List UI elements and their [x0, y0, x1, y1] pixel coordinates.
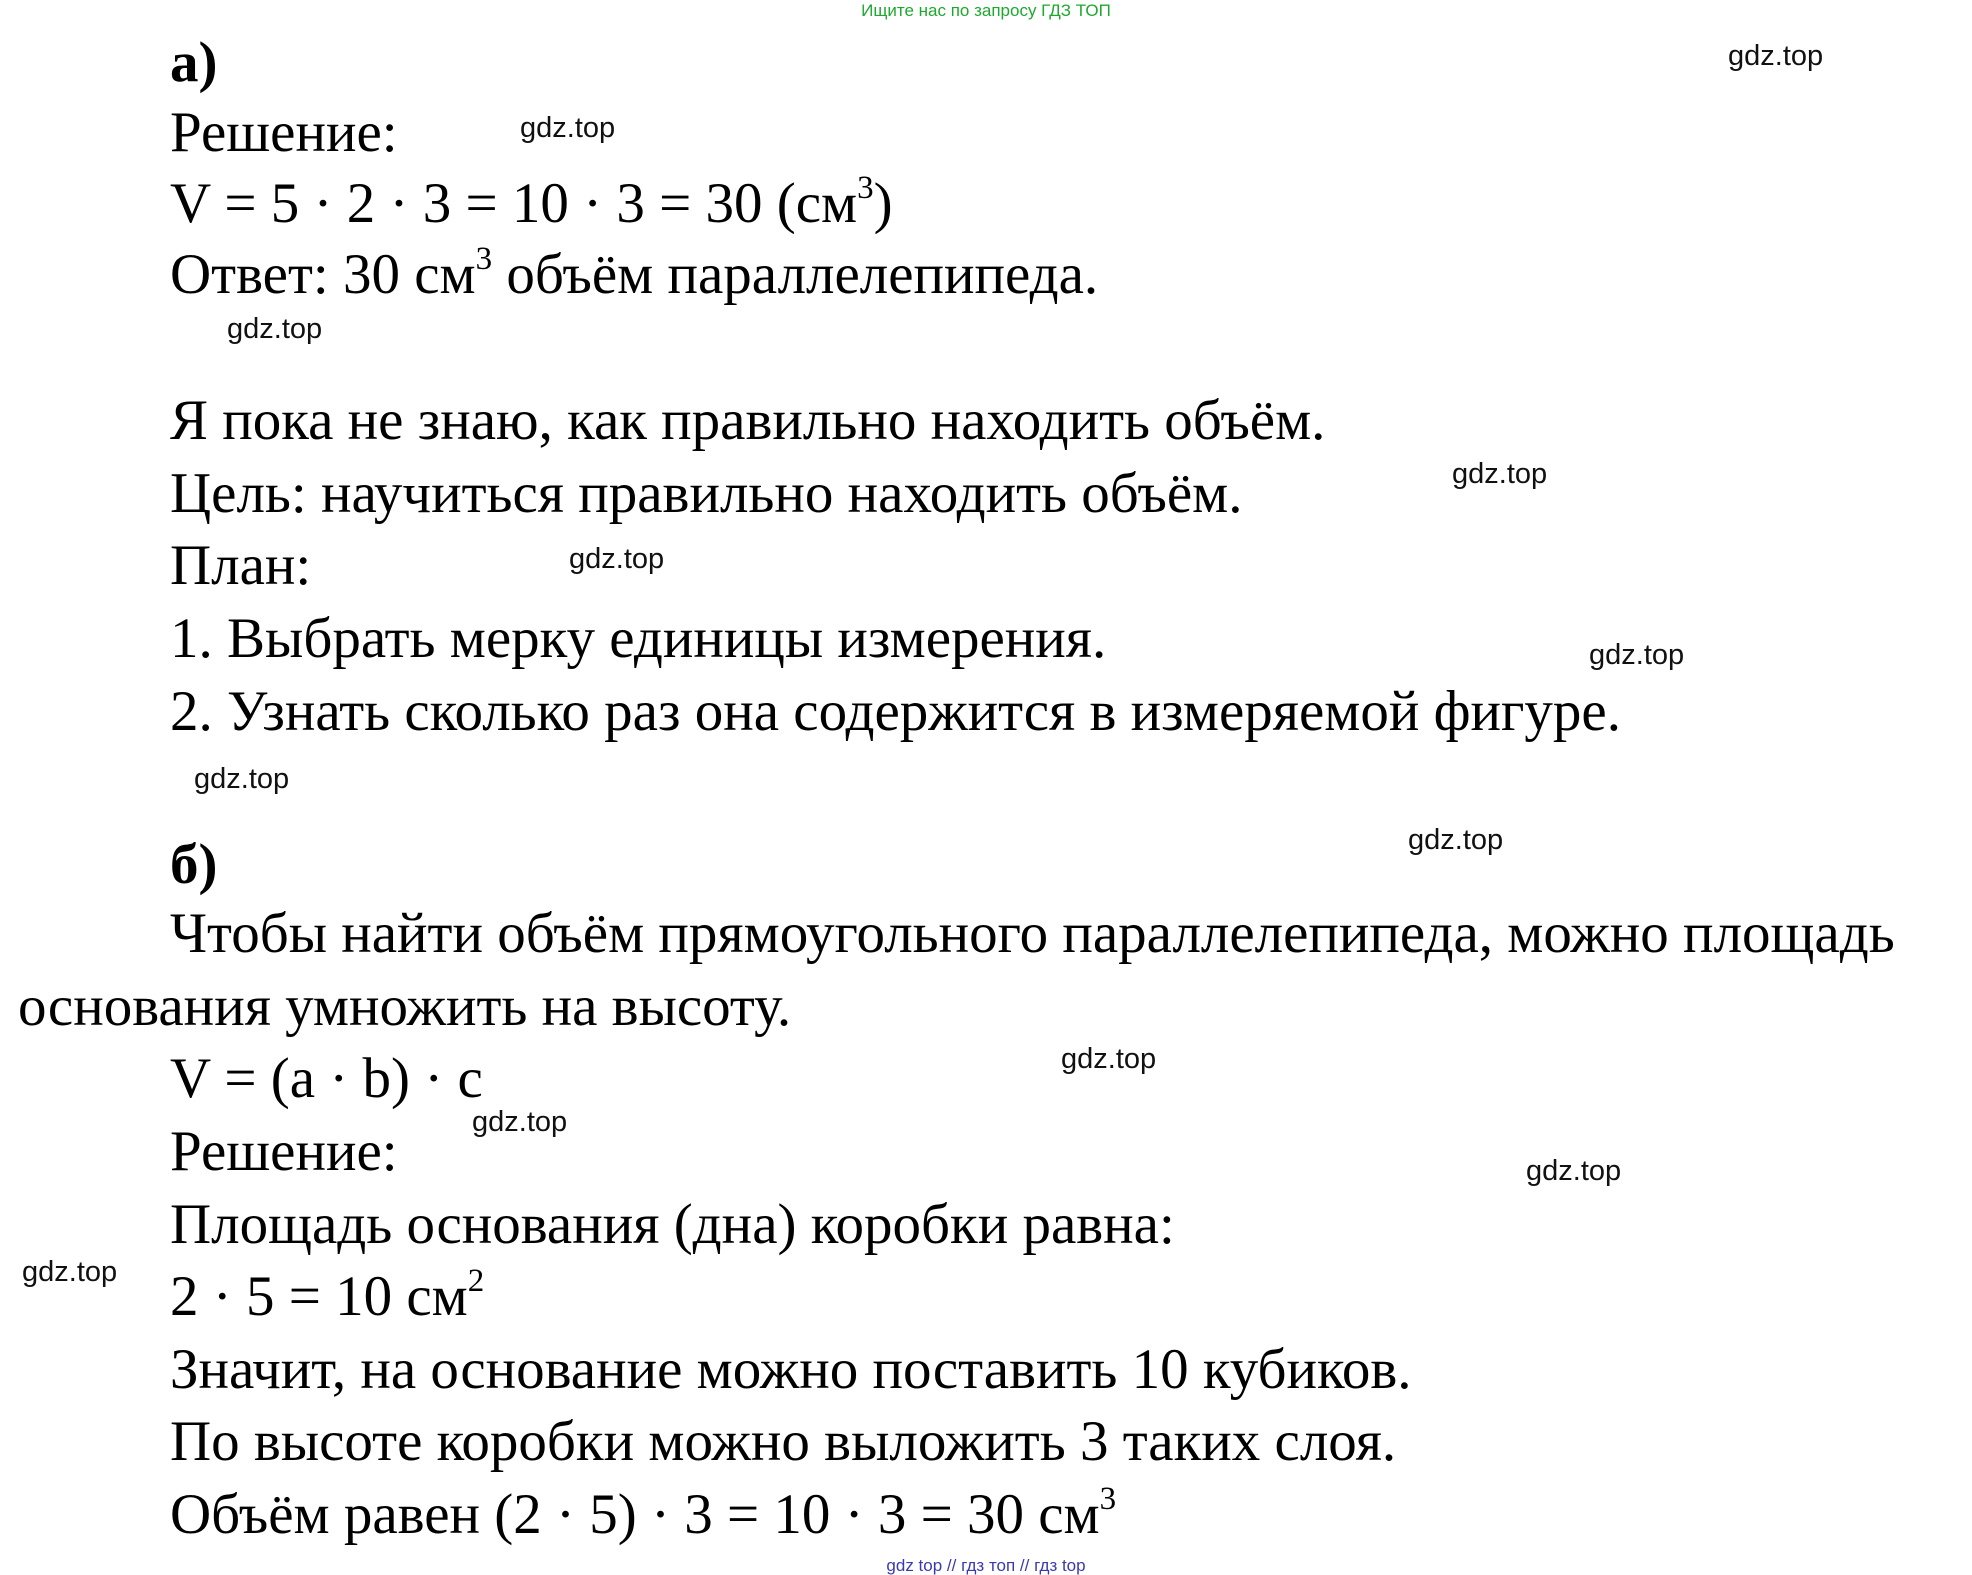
formula-close: )	[873, 172, 893, 235]
part-a-statement: Я пока не знаю, как правильно находить объём.	[170, 389, 1326, 452]
part-b-label: б)	[170, 833, 218, 896]
plan-step-2: 2. Узнать сколько раз она содержится в измеряемой фигуре.	[170, 680, 1621, 743]
watermark: gdz.top	[1526, 1155, 1622, 1187]
part-a-label: а)	[170, 31, 218, 94]
part-a-formula	[170, 170, 893, 235]
search-hint-banner: Ищите нас по запросу ГДЗ ТОП	[861, 1, 1111, 20]
part-b-volume-text	[170, 1481, 1117, 1546]
watermark: gdz.top	[1728, 40, 1824, 72]
part-a-solution-label: Решение:	[170, 101, 398, 164]
watermark: gdz.top	[1061, 1043, 1157, 1075]
part-b-rule-line1: Чтобы найти объём прямоугольного параллелепипеда, можно площадь	[170, 902, 1895, 965]
watermark: gdz.top	[472, 1106, 568, 1138]
part-a-answer	[170, 241, 1099, 306]
part-b-formula: V = (a · b) · c	[170, 1047, 483, 1110]
base-area-exponent: 2	[467, 1263, 485, 1299]
watermark: gdz.top	[520, 112, 616, 144]
footer-watermark: gdz top // гдз топ // гдз top	[886, 1556, 1086, 1575]
formula-main: V = 5 · 2 · 3 = 10 · 3 = 30 (см	[170, 172, 858, 235]
volume-calc: Объём равен (2 · 5) · 3 = 10 · 3 = 30 см	[170, 1483, 1100, 1546]
answer-suffix: объём параллелепипеда.	[492, 243, 1099, 306]
part-b-layers-text: По высоте коробки можно выложить 3 таких слоя.	[170, 1410, 1397, 1473]
part-b-base-area-text: Площадь основания (дна) коробки равна:	[170, 1193, 1175, 1256]
watermark: gdz.top	[22, 1256, 118, 1288]
volume-exponent: 3	[1099, 1481, 1117, 1517]
part-b-base-area-calc	[170, 1263, 485, 1328]
part-a-goal: Цель: научиться правильно находить объём.	[170, 462, 1243, 525]
answer-exponent: 3	[475, 241, 493, 277]
watermark: gdz.top	[1452, 458, 1548, 490]
plan-step-1: 1. Выбрать мерку единицы измерения.	[170, 607, 1107, 670]
part-b-rule-line2: основания умножить на высоту.	[18, 975, 792, 1038]
part-b-cubes-text: Значит, на основание можно поставить 10 кубиков.	[170, 1338, 1412, 1401]
watermark: gdz.top	[1589, 639, 1685, 671]
formula-exponent: 3	[857, 170, 874, 206]
part-b-solution-label: Решение:	[170, 1120, 398, 1183]
base-area-calc: 2 · 5 = 10 см	[170, 1265, 468, 1328]
watermark: gdz.top	[227, 313, 323, 345]
watermark: gdz.top	[1408, 824, 1504, 856]
answer-prefix: Ответ: 30 см	[170, 243, 476, 306]
watermark: gdz.top	[194, 763, 290, 795]
part-a-plan-label: План:	[170, 534, 312, 597]
watermark: gdz.top	[569, 543, 665, 575]
